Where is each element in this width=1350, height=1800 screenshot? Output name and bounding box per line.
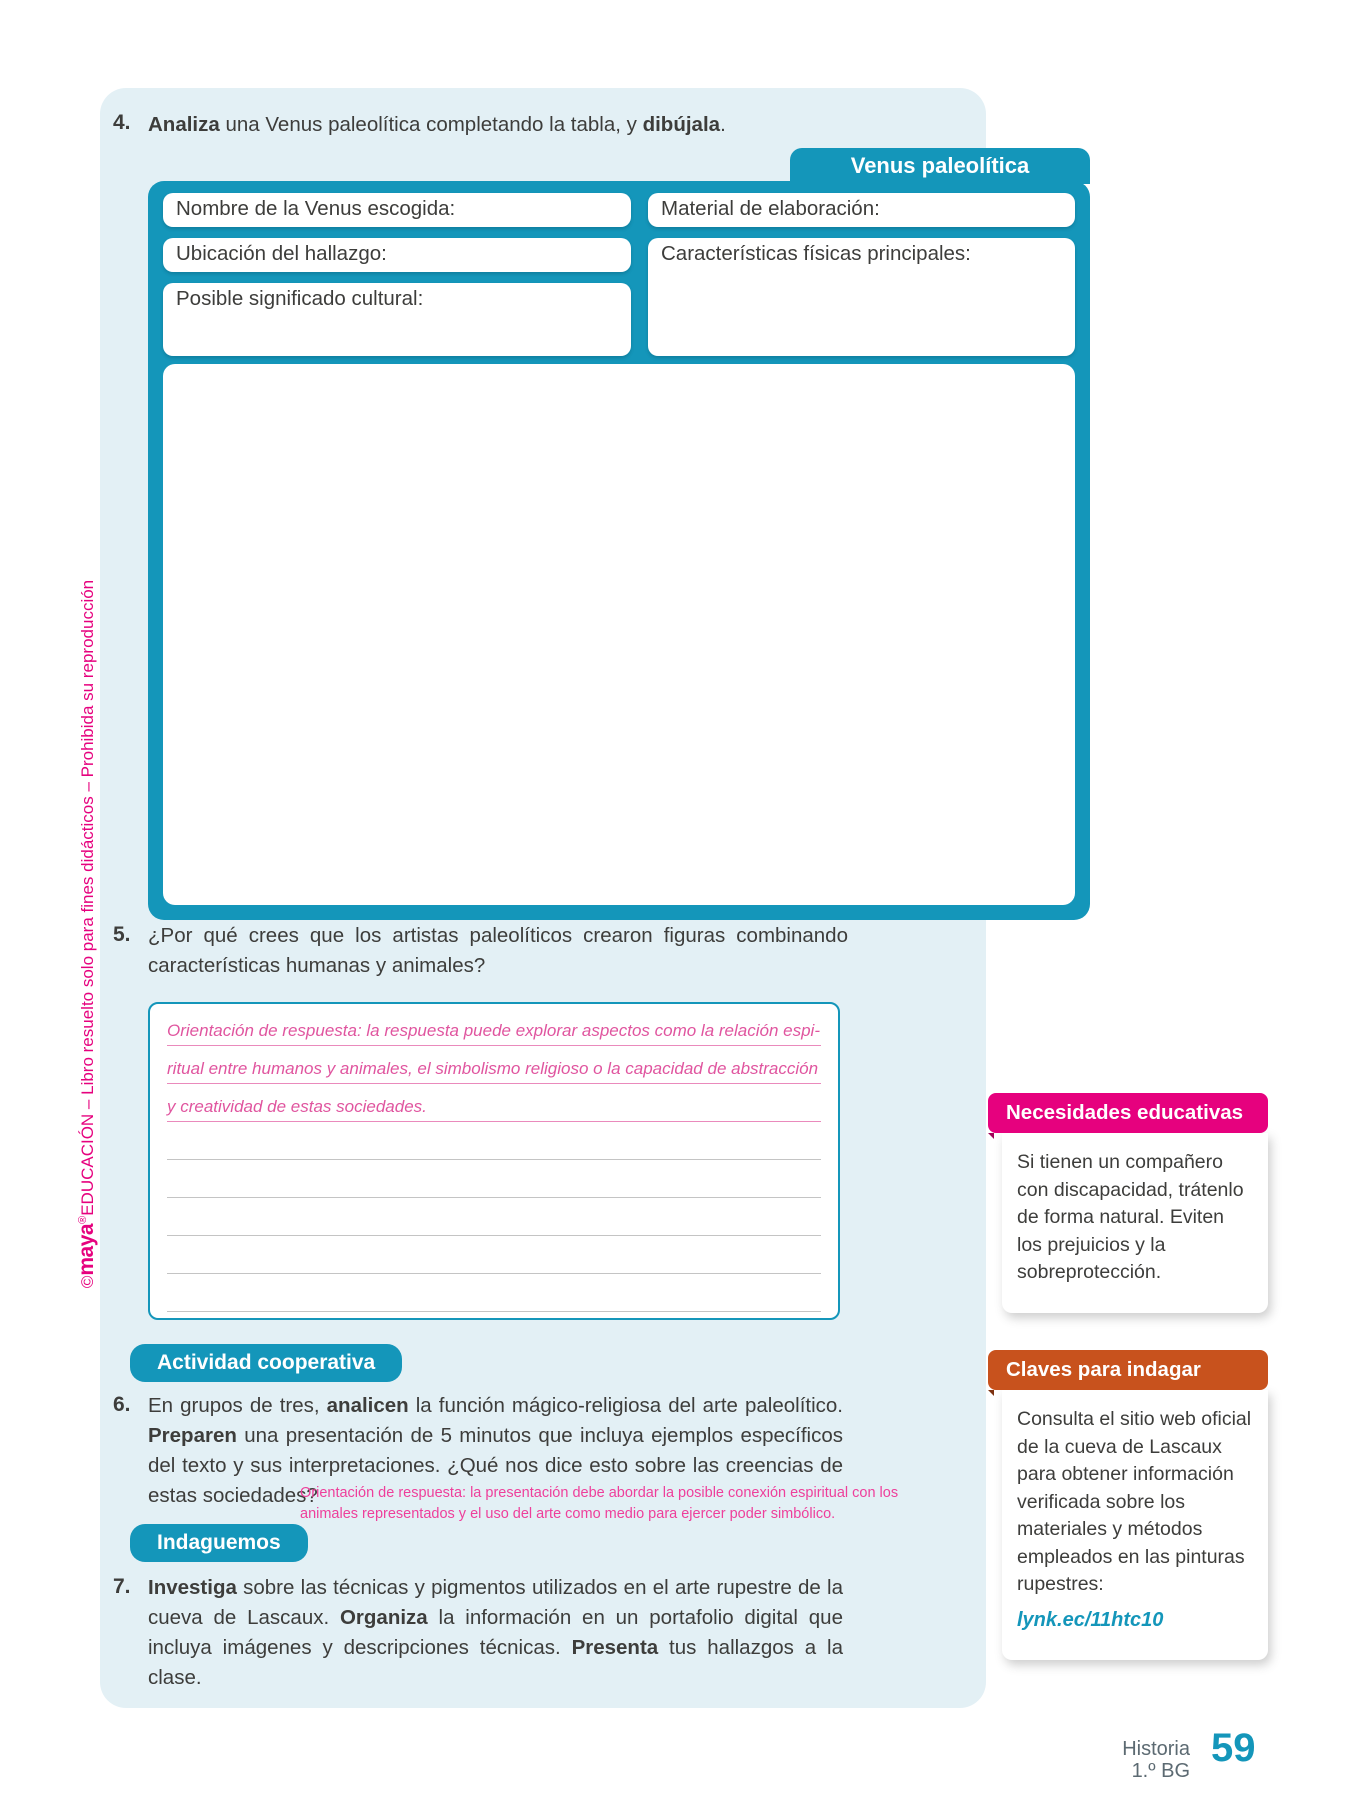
maya-logo-text: maya xyxy=(75,1223,98,1276)
footer-grade: 1.º BG xyxy=(1131,1760,1190,1782)
activity-5-number: 5. xyxy=(113,923,131,946)
drawing-area xyxy=(163,364,1075,905)
lascaux-link[interactable]: lynk.ec/11htc10 xyxy=(1017,1608,1164,1631)
footer-subject: Historia xyxy=(1122,1738,1190,1760)
field-caracteristicas: Características físicas principales: xyxy=(648,238,1075,356)
venus-table-body xyxy=(148,181,1090,920)
activity-5-question: ¿Por qué crees que los artistas paleolíticos crearon figuras combinando características humanas y animales? xyxy=(148,924,848,977)
claves-para-indagar-title: Claves para indagar xyxy=(988,1350,1268,1390)
field-nombre-venus: Nombre de la Venus escogida: xyxy=(163,193,631,227)
text-segment: una presentación de 5 minutos que incluya ejemplos específicos del texto y sus interpretaciones. ¿Qué nos dice esto sobre las creencias de estas sociedades? xyxy=(148,1424,843,1507)
text-segment-bold: Preparen xyxy=(148,1424,237,1447)
necesidades-educativas-body: Si tienen un compañero con discapacidad, trátenlo de forma natural. Eviten los prejuicios y la sobreprotección. xyxy=(1002,1133,1268,1313)
claves-para-indagar-box xyxy=(988,1350,1268,1660)
activity-4-instruction xyxy=(148,110,893,140)
venus-table xyxy=(148,148,1090,920)
answer-line xyxy=(167,1236,821,1274)
text-segment: . xyxy=(720,113,726,136)
text-segment-bold: dibújala xyxy=(642,113,721,136)
answer-line xyxy=(167,1198,821,1236)
answer-line: Orientación de respuesta: la respuesta puede explorar aspectos como la relación espi- xyxy=(167,1008,821,1046)
necesidades-educativas-title: Necesidades educativas xyxy=(988,1093,1268,1133)
text-segment: En grupos de tres, xyxy=(148,1394,327,1417)
activity-7-number: 7. xyxy=(113,1575,131,1598)
text-segment: la función mágico-religiosa del arte paleolítico. xyxy=(408,1394,843,1417)
copyright-rest-text: EDUCACIÓN – Libro resuelto solo para fines didácticos – Prohibida su reproducción xyxy=(78,579,97,1216)
activity-6-orientation-note: Orientación de respuesta: la presentación debe abordar la posible conexión espiritual con los animales representados y el uso del arte como medio para ejercer poder simbólico. xyxy=(300,1485,899,1522)
text-segment: una Venus paleolítica completando la tabla, y xyxy=(219,113,643,136)
text-segment-bold: Organiza xyxy=(339,1606,428,1629)
text-segment-bold: Analiza xyxy=(148,113,220,136)
venus-table-title-tab: Venus paleolítica xyxy=(790,148,1090,184)
activity-6-number: 6. xyxy=(113,1393,131,1416)
field-significado: Posible significado cultural: xyxy=(163,283,631,356)
copyright-symbol: © xyxy=(78,1275,97,1289)
answer-line xyxy=(167,1122,821,1160)
footer-course-label xyxy=(1040,1738,1190,1782)
text-segment-bold: analicen xyxy=(326,1394,409,1417)
answer-line xyxy=(167,1160,821,1198)
text-segment-bold: Investiga xyxy=(148,1576,237,1599)
activity-7-instruction xyxy=(148,1573,843,1693)
text-segment-bold: Presenta xyxy=(571,1636,659,1659)
claves-body-text: Consulta el sitio web oficial de la cueva de Lascaux para obtener información verificada sobre los materiales y métodos empleados en las pinturas rupestres: xyxy=(1017,1408,1252,1595)
activity-5-answer-box xyxy=(148,1002,840,1320)
registered-mark: ® xyxy=(77,1215,89,1224)
actividad-cooperativa-badge: Actividad cooperativa xyxy=(130,1344,402,1382)
field-ubicacion: Ubicación del hallazgo: xyxy=(163,238,631,272)
field-material: Material de elaboración: xyxy=(648,193,1075,227)
text-segment: la información en un portafolio digital que incluya imágenes y descripciones técnicas. xyxy=(148,1606,843,1659)
necesidades-educativas-box xyxy=(988,1093,1268,1313)
activity-4-number: 4. xyxy=(113,111,131,134)
answer-line xyxy=(167,1274,821,1312)
text-segment: sobre las técnicas y pigmentos utilizados en el arte rupestre de la cueva de Lascaux. xyxy=(148,1576,843,1629)
answer-line: y creatividad de estas sociedades. xyxy=(167,1084,821,1122)
text-segment: tus hallazgos a la clase. xyxy=(148,1636,843,1689)
copyright-sidebar-text xyxy=(75,419,101,1449)
indaguemos-badge: Indaguemos xyxy=(130,1524,308,1562)
claves-para-indagar-body xyxy=(1002,1390,1268,1660)
page-number: 59 xyxy=(1211,1726,1256,1770)
answer-line: ritual entre humanos y animales, el simbolismo religioso o la capacidad de abstracción xyxy=(167,1046,821,1084)
